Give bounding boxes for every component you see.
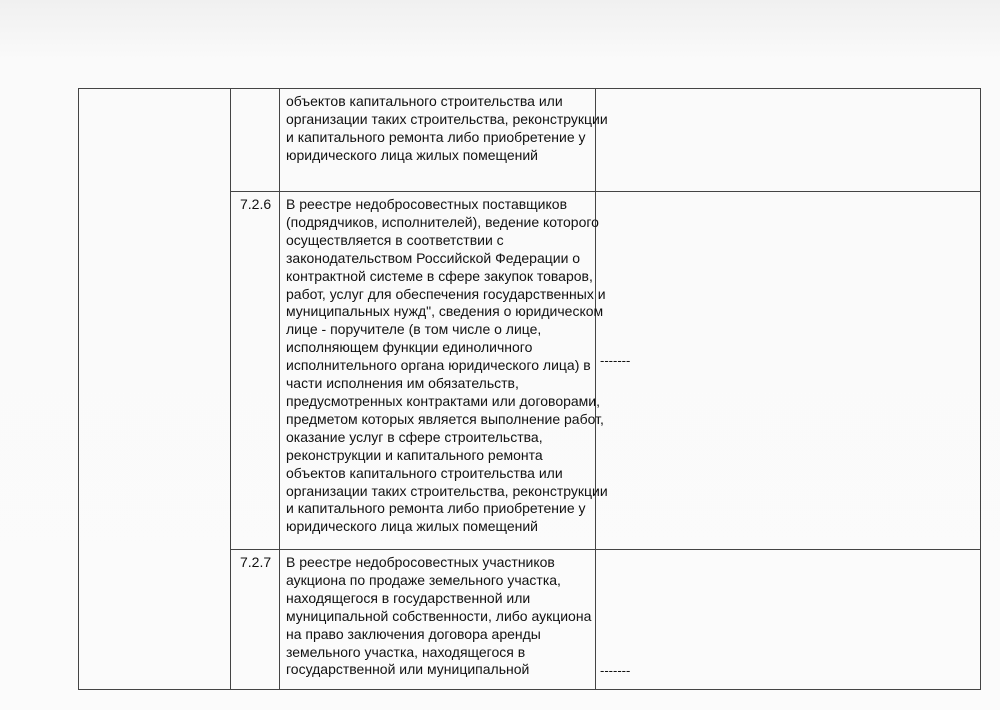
value-cell: [596, 89, 981, 192]
value-text: -------: [600, 353, 631, 368]
value-cell: [596, 550, 981, 690]
section-cell: [79, 89, 231, 690]
text-line: юридического лица жилых помещений: [286, 146, 539, 163]
value-cell: [596, 192, 981, 550]
text-line: исполнительного органа юридического лица) в: [286, 357, 591, 374]
text-line: государственной или муниципальной: [286, 661, 530, 678]
item-text: [280, 550, 596, 690]
text-line: законодательством Российской Федерации о: [286, 249, 581, 266]
text-line: осуществляется в соответствии с: [286, 231, 504, 248]
text-line: объектов капитального строительства или: [286, 93, 563, 109]
value-text: -------: [600, 663, 631, 678]
text-line: объектов капитального строительства или: [286, 464, 563, 481]
text-line: исполняющем функции единоличного: [286, 339, 533, 356]
text-line: В реестре недобросовестных участников: [286, 554, 555, 570]
text-line: юридического лица жилых помещений: [286, 518, 539, 535]
item-text: [280, 89, 608, 192]
item-number: 7.2.6: [231, 192, 280, 550]
text-line: муниципальных нужд", сведения о юридическом: [286, 303, 604, 320]
document-table: [78, 88, 981, 690]
text-line: В реестре недобросовестных поставщиков: [286, 196, 568, 212]
text-line: работ, услуг для обеспечения государственных и: [286, 285, 606, 302]
text-line: находящегося в государственной или: [286, 589, 531, 606]
text-line: организации таких строительства, реконструкции: [286, 482, 608, 499]
text-line: предусмотренных контрактами или договорами,: [286, 392, 601, 409]
text-line: части исполнения им обязательств,: [286, 375, 519, 392]
text-line: муниципальной собственности, либо аукциона: [286, 607, 592, 624]
text-line: предметом которых является выполнение работ,: [286, 410, 604, 427]
text-line: контрактной системе в сфере закупок товаров,: [286, 267, 593, 284]
text-line: оказание услуг в сфере строительства,: [286, 428, 543, 445]
text-line: земельного участка, находящегося в: [286, 643, 526, 660]
table-row: [79, 89, 981, 192]
text-line: реконструкции и капитального ремонта: [286, 446, 543, 463]
text-line: организации таких строительства, реконструкции: [286, 110, 608, 127]
text-line: и капитального ремонта либо приобретение у: [286, 128, 586, 145]
item-text: [280, 192, 608, 550]
item-number: [231, 89, 280, 192]
text-line: и капитального ремонта либо приобретение у: [286, 500, 586, 517]
text-line: аукциона по продаже земельного участка,: [286, 571, 561, 588]
text-line: на право заключения договора аренды: [286, 625, 541, 642]
item-number: 7.2.7: [231, 550, 280, 690]
text-line: лице - поручителе (в том числе о лице,: [286, 321, 542, 338]
text-line: (подрядчиков, исполнителей), ведение которого: [286, 213, 599, 230]
